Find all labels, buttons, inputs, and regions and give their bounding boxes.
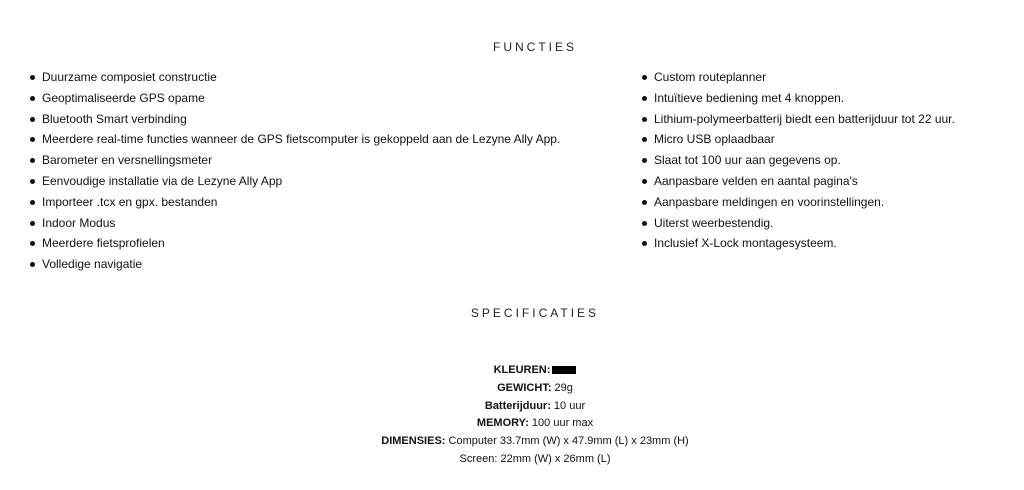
list-item: Aanpasbare velden en aantal pagina's bbox=[640, 171, 955, 192]
list-item: Geoptimaliseerde GPS opame bbox=[28, 88, 560, 109]
list-item: Meerdere fietsprofielen bbox=[28, 233, 560, 254]
features-list-left bbox=[28, 67, 560, 275]
list-item: Volledige navigatie bbox=[28, 254, 560, 275]
list-item: Barometer en versnellingsmeter bbox=[28, 150, 560, 171]
spec-dimensions-row bbox=[0, 433, 1024, 451]
spec-colors-label: KLEUREN: bbox=[493, 364, 551, 376]
list-item: Duurzame composiet constructie bbox=[28, 67, 560, 88]
list-item: Uiterst weerbestendig. bbox=[640, 213, 955, 234]
list-item: Eenvoudige installatie via de Lezyne Ally App bbox=[28, 171, 560, 192]
list-item: Meerdere real-time functies wanneer de GPS fietscomputer is gekoppeld aan de Lezyne Ally App. bbox=[28, 129, 560, 150]
spec-screen-value: Screen: 22mm (W) x 26mm (L) bbox=[459, 452, 611, 465]
list-item: Aanpasbare meldingen en voorinstellingen. bbox=[640, 192, 955, 213]
functies-heading: FUNCTIES bbox=[493, 40, 577, 54]
list-item: Inclusief X-Lock montagesysteem. bbox=[640, 233, 955, 254]
spec-battery-label: Batterijduur: bbox=[484, 399, 551, 412]
spec-memory-label: MEMORY: bbox=[476, 417, 529, 430]
spec-battery-row bbox=[0, 398, 1024, 416]
list-item: Bluetooth Smart verbinding bbox=[28, 109, 560, 130]
list-item: Slaat tot 100 uur aan gegevens op. bbox=[640, 150, 955, 171]
spec-colors-row bbox=[0, 362, 1024, 380]
spec-memory-value: 100 uur max bbox=[528, 417, 594, 430]
spec-weight-label: GEWICHT: bbox=[497, 381, 552, 394]
color-swatch bbox=[552, 366, 576, 374]
spec-memory-row bbox=[0, 415, 1024, 433]
spec-weight-value: 29g bbox=[551, 381, 573, 394]
specificaties-heading: SPECIFICATIES bbox=[470, 306, 600, 320]
spec-dimensions-value: Computer 33.7mm (W) x 47.9mm (L) x 23mm (H) bbox=[445, 435, 689, 448]
spec-battery-value: 10 uur bbox=[550, 399, 586, 412]
specifications-block bbox=[0, 362, 1024, 469]
spec-weight-row bbox=[0, 380, 1024, 398]
list-item: Importeer .tcx en gpx. bestanden bbox=[28, 192, 560, 213]
features-list-right bbox=[640, 67, 955, 254]
list-item: Indoor Modus bbox=[28, 213, 560, 234]
spec-dimensions-label: DIMENSIES: bbox=[381, 435, 446, 448]
list-item: Intuïtieve bediening met 4 knoppen. bbox=[640, 88, 955, 109]
list-item: Lithium-polymeerbatterij biedt een batterijduur tot 22 uur. bbox=[640, 109, 955, 130]
list-item: Custom routeplanner bbox=[640, 67, 955, 88]
list-item: Micro USB oplaadbaar bbox=[640, 129, 955, 150]
spec-screen-row bbox=[0, 451, 1024, 469]
